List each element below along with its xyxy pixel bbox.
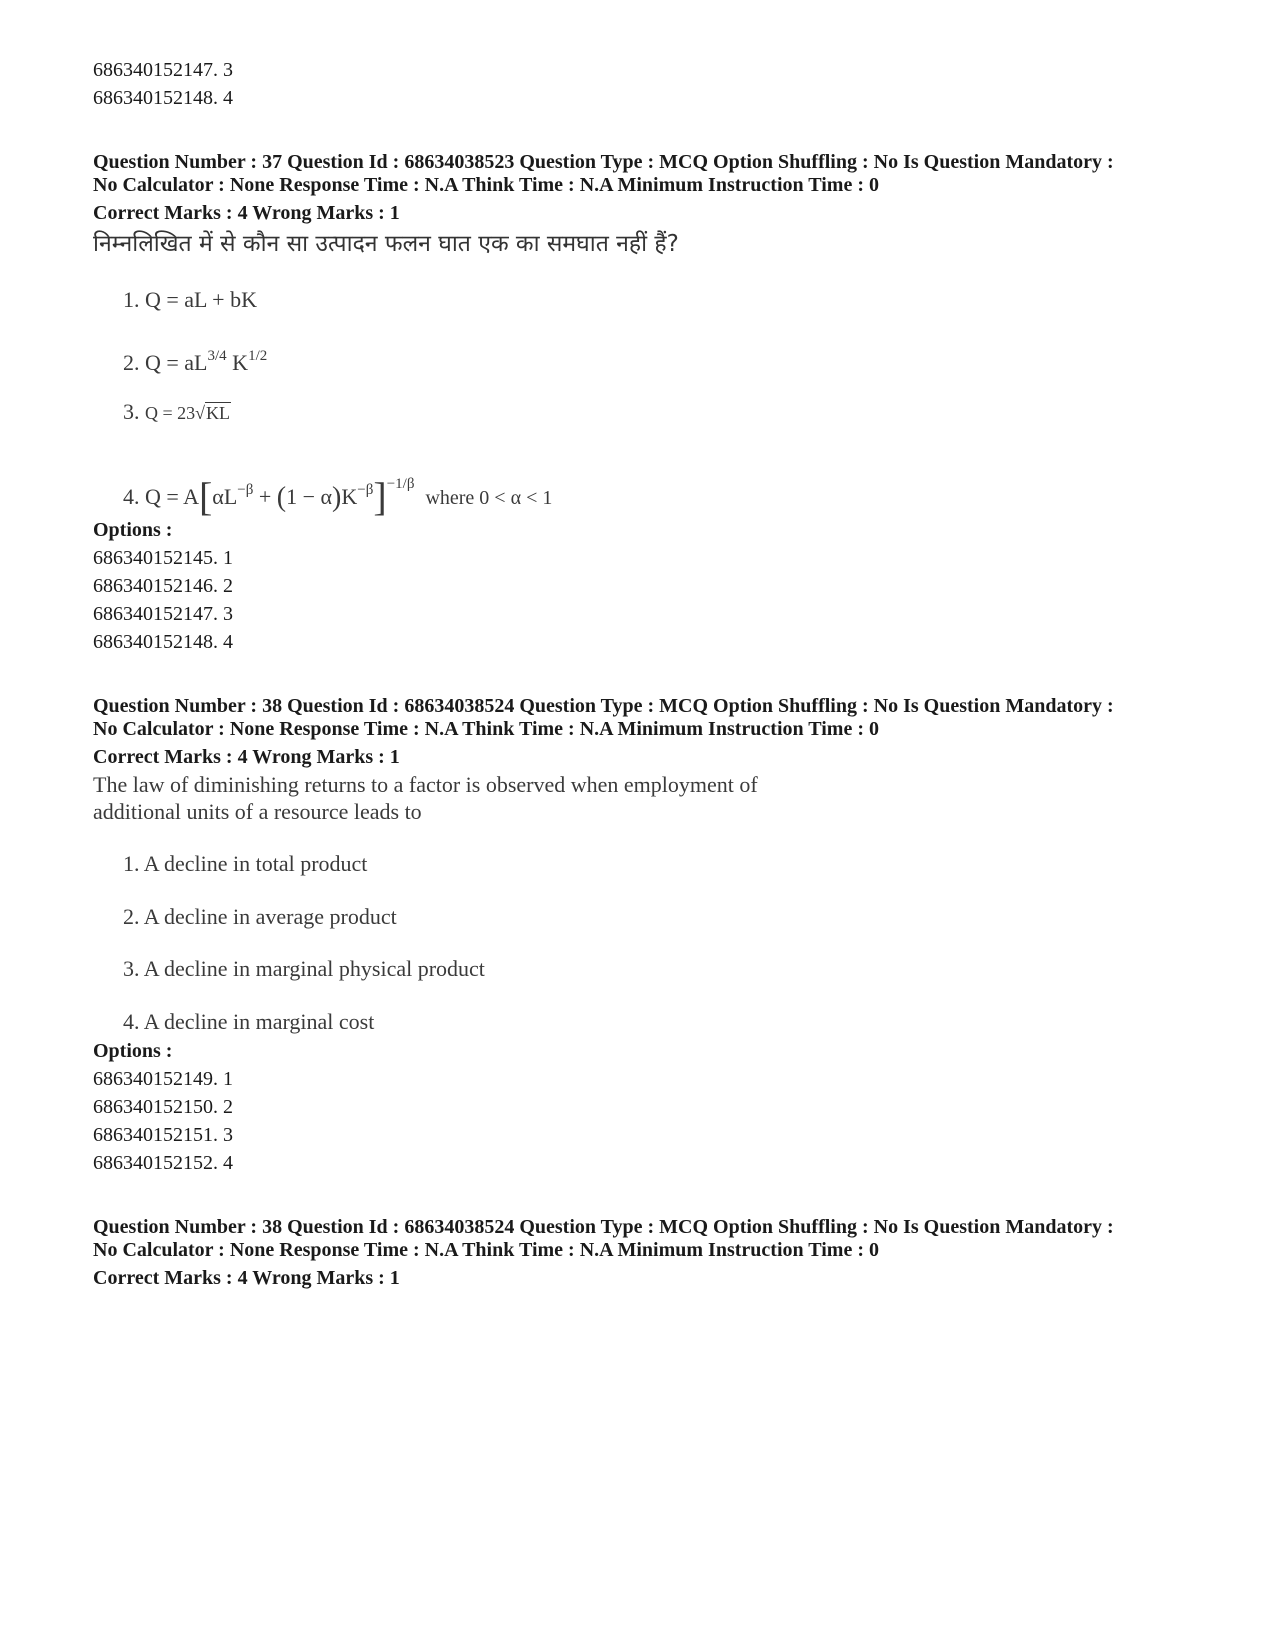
choice-item: [123, 286, 257, 314]
choice-number: 3.: [123, 399, 140, 424]
option-number: 4: [223, 631, 233, 653]
question-marks: Correct Marks : 4 Wrong Marks : 1: [93, 202, 400, 224]
options-label: Options :: [93, 519, 173, 541]
options-label: Options :: [93, 1040, 173, 1062]
option-id: 686340152146: [93, 575, 213, 597]
choice-item: [123, 470, 553, 519]
choice-formula: Q = 23√KL: [145, 403, 231, 423]
question-text: निम्नलिखित में से कौन सा उत्पादन फलन घात एक का समघात नहीं हैं?: [93, 231, 679, 257]
choice-item: [123, 342, 267, 377]
choice-formula: Q = aL + bK: [145, 287, 257, 312]
choice-text: A decline in marginal cost: [143, 1009, 375, 1034]
question-header: Question Number : 37 Question Id : 68634038523 Question Type : MCQ Option Shuffling : No Is Question Mandatory :: [93, 151, 1114, 173]
option-number: 1: [223, 1068, 233, 1090]
option-line: 686340152147. 3: [93, 603, 233, 625]
option-number: 3: [223, 1124, 233, 1146]
question-header: No Calculator : None Response Time : N.A Think Time : N.A Minimum Instruction Time : 0: [93, 1239, 879, 1261]
option-line: 686340152145. 1: [93, 547, 233, 569]
option-line: 686340152151. 3: [93, 1124, 233, 1146]
option-line: 686340152150. 2: [93, 1096, 233, 1118]
choice-number: 4.: [123, 484, 140, 509]
option-line: 686340152149. 1: [93, 1068, 233, 1090]
option-number: 4: [223, 1152, 233, 1174]
question-text: additional units of a resource leads to: [93, 799, 422, 824]
option-id: 686340152151: [93, 1124, 213, 1146]
question-header: Question Number : 38 Question Id : 68634038524 Question Type : MCQ Option Shuffling : No Is Question Mandatory :: [93, 1216, 1114, 1238]
option-id: 686340152147: [93, 603, 213, 625]
option-number: 2: [223, 575, 233, 597]
choice-item: [123, 1008, 374, 1036]
option-line: 686340152148. 4: [93, 87, 233, 109]
option-id: 686340152152: [93, 1152, 213, 1174]
option-id: 686340152150: [93, 1096, 213, 1118]
option-number: 1: [223, 547, 233, 569]
option-line: 686340152152. 4: [93, 1152, 233, 1174]
option-id: 686340152148: [93, 87, 213, 109]
option-number: 3: [223, 603, 233, 625]
choice-number: 3.: [123, 956, 140, 981]
choice-formula: $Q = aL^{3/4}$ $K^{1/2}$: [145, 348, 268, 375]
choice-text: A decline in total product: [143, 851, 368, 876]
option-id: 686340152149: [93, 1068, 213, 1090]
choice-number: 2.: [123, 350, 140, 375]
option-line: 686340152146. 2: [93, 575, 233, 597]
choice-formula: $Q = A[\alpha L^{-\beta} + (1 - \alpha)K^{-\beta}]^{-1/\beta}$ where 0 < α < 1: [145, 474, 553, 519]
option-id: 686340152148: [93, 631, 213, 653]
option-number: 3: [223, 59, 233, 81]
question-marks: Correct Marks : 4 Wrong Marks : 1: [93, 1267, 400, 1289]
question-header: No Calculator : None Response Time : N.A Think Time : N.A Minimum Instruction Time : 0: [93, 174, 879, 196]
choice-number: 4.: [123, 1009, 140, 1034]
question-text: The law of diminishing returns to a factor is observed when employment of: [93, 772, 758, 797]
choice-item: [123, 903, 397, 931]
option-number: 2: [223, 1096, 233, 1118]
option-line: 686340152148. 4: [93, 631, 233, 653]
question-header: Question Number : 38 Question Id : 68634038524 Question Type : MCQ Option Shuffling : No Is Question Mandatory :: [93, 695, 1114, 717]
choice-text: A decline in average product: [143, 904, 397, 929]
question-header: No Calculator : None Response Time : N.A Think Time : N.A Minimum Instruction Time : 0: [93, 718, 879, 740]
option-line: 686340152147. 3: [93, 59, 233, 81]
choice-text: A decline in marginal physical product: [143, 956, 485, 981]
option-id: 686340152145: [93, 547, 213, 569]
option-id: 686340152147: [93, 59, 213, 81]
choice-number: 2.: [123, 904, 140, 929]
choice-number: 1.: [123, 851, 140, 876]
choice-item: [123, 955, 485, 983]
choice-item: [123, 398, 231, 427]
question-marks: Correct Marks : 4 Wrong Marks : 1: [93, 746, 400, 768]
choice-number: 1.: [123, 287, 140, 312]
choice-item: [123, 850, 367, 878]
option-number: 4: [223, 87, 233, 109]
sqrt-icon: √: [195, 403, 206, 423]
